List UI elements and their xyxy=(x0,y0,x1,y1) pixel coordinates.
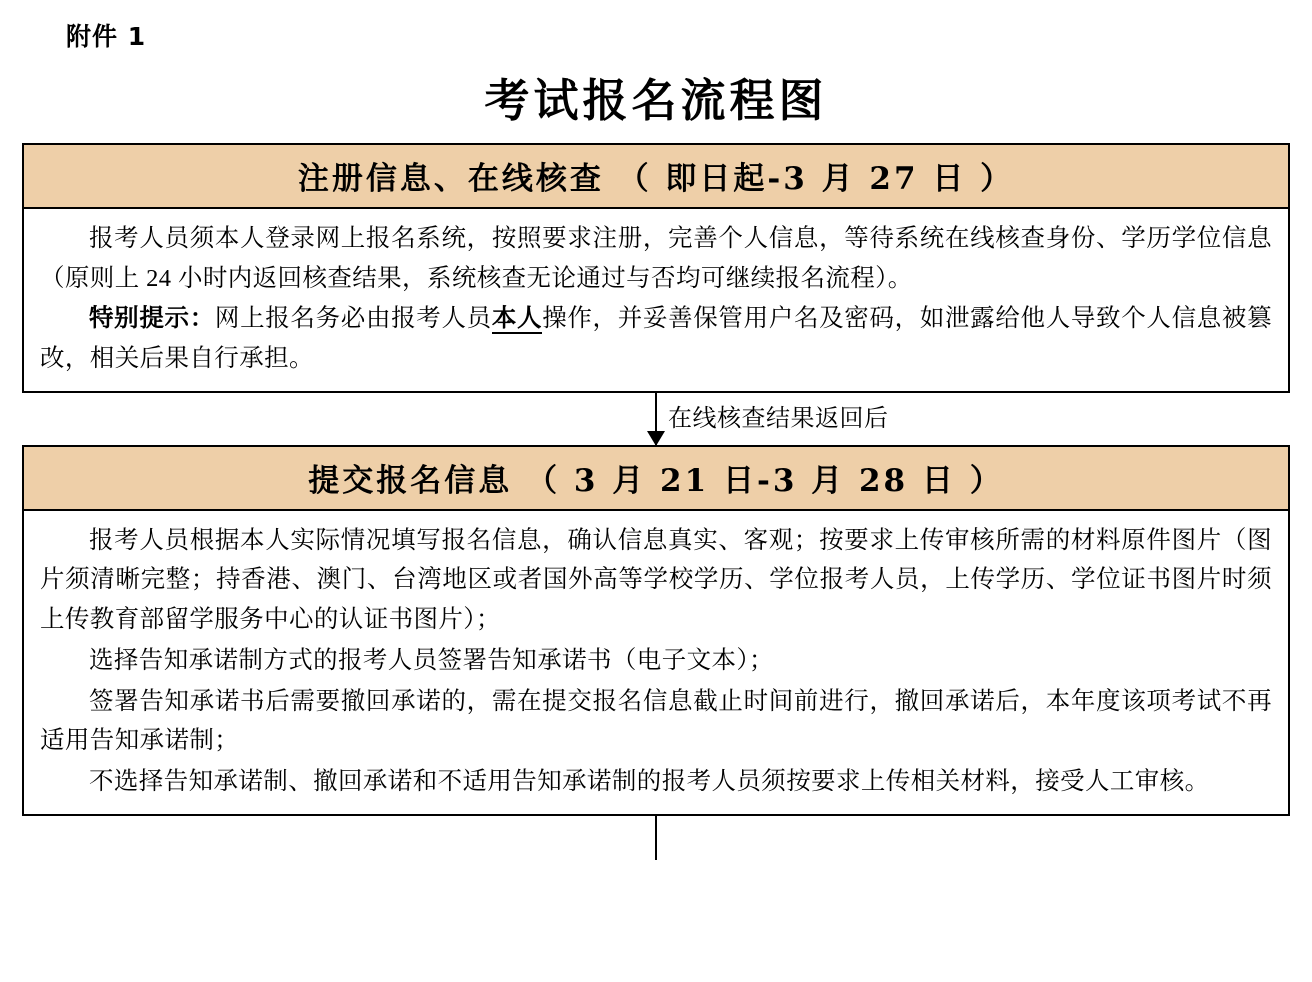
flow-step-1-header: 注册信息、在线核查 （ 即日起-3 月 27 日 ） xyxy=(24,145,1288,209)
flow-connector-1 xyxy=(22,393,1290,445)
flow-step-1-body xyxy=(24,209,1288,391)
special-notice-text-1: 网上报名务必由报考人员 xyxy=(214,305,492,333)
flow-step-2-header: 提交报名信息 （ 3 月 21 日-3 月 28 日 ） xyxy=(24,447,1288,511)
arrow-down-icon xyxy=(647,431,665,446)
connector-label-1: 在线核查结果返回后 xyxy=(668,405,889,432)
flow-step-2 xyxy=(22,445,1290,816)
flow-step-1-paragraph-1: 报考人员须本人登录网上报名系统，按照要求注册，完善个人信息，等待系统在线核查身份、学历学位信息（原则上 24 小时内返回核查结果，系统核查无论通过与否均可继续报名流程）。 xyxy=(40,225,1272,292)
flow-step-2-paragraph-3: 签署告知承诺书后需要撤回承诺的，需在提交报名信息截止时间前进行，撤回承诺后，本年度该项考试不再适用告知承诺制； xyxy=(40,687,1272,755)
special-notice-label: 特别提示： xyxy=(89,305,215,333)
page-title: 考试报名流程图 xyxy=(484,74,828,127)
connector-line xyxy=(655,816,657,860)
flow-step-2-paragraph-2: 选择告知承诺制方式的报考人员签署告知承诺书（电子文本）； xyxy=(89,646,774,674)
flow-step-2-body xyxy=(24,511,1288,814)
special-notice-emphasis: 本人 xyxy=(491,305,543,333)
flow-step-2-paragraph-4: 不选择告知承诺制、撤回承诺和不适用告知承诺制的报考人员须按要求上传相关材料，接受人工审核。 xyxy=(89,767,1210,795)
flow-step-1-paragraph-2 xyxy=(40,299,1272,378)
flow-step-1 xyxy=(22,143,1290,393)
attachment-label: 附件 1 xyxy=(66,22,147,51)
special-notice-text-2: 操作，并妥善保管用户名及密码，如泄露给他人导致个人信息被篡改，相关后果自行承担。 xyxy=(40,305,1272,373)
flow-step-2-paragraph-1: 报考人员根据本人实际情况填写报名信息，确认信息真实、客观；按要求上传审核所需的材料原件图片（图片须清晰完整；持香港、澳门、台湾地区或者国外高等学校学历、学位报考人员，上传学历、学位证书图片时须上传教育部留学服务中心的认证书图片）； xyxy=(40,526,1272,634)
flow-connector-2 xyxy=(22,816,1290,860)
